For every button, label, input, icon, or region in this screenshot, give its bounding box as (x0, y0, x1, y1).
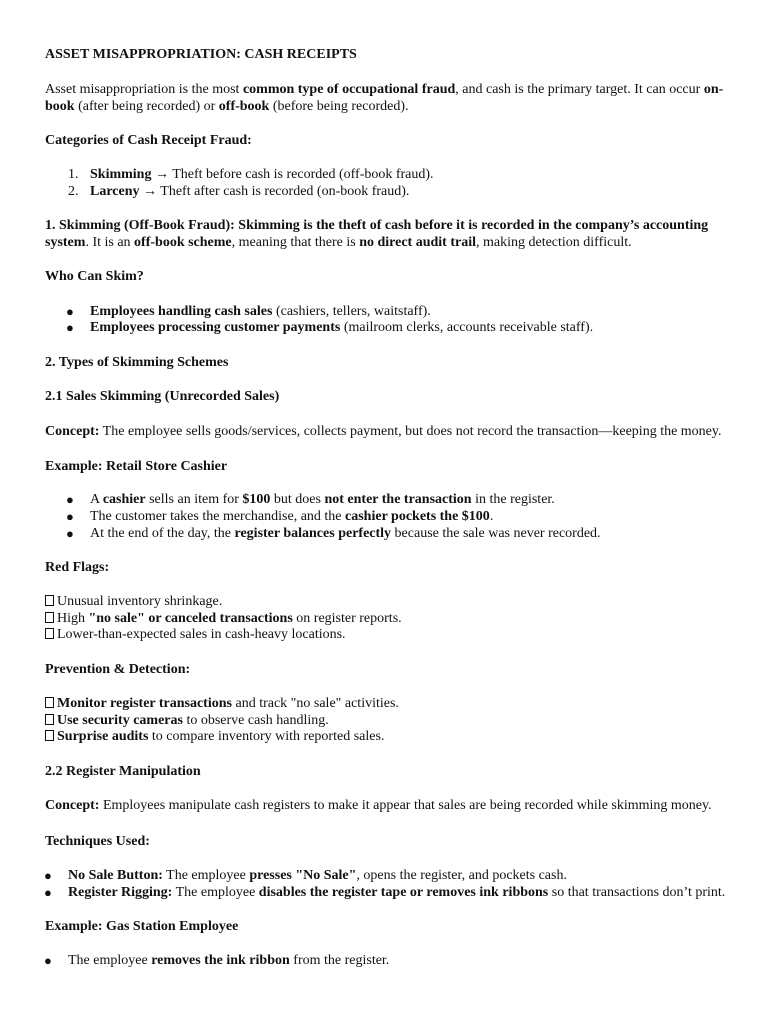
bullet: ● (66, 320, 74, 335)
list-item: High "no sale" or canceled transactions on register reports. (45, 610, 725, 627)
sales-concept: Concept: The employee sells goods/services, collects payment, but does not record the transaction—keeping the money. (45, 424, 722, 439)
bullet: ● (44, 885, 52, 900)
document-title: ASSET MISAPPROPRIATION: CASH RECEIPTS (45, 47, 357, 62)
sales-skimming-heading: 2.1 Sales Skimming (Unrecorded Sales) (45, 389, 280, 404)
list-item: A cashier sells an item for $100 but does not enter the transaction in the register. (90, 492, 555, 507)
sales-example-heading: Example: Retail Store Cashier (45, 459, 228, 474)
list-item: Surprise audits to compare inventory with reported sales. (45, 728, 725, 745)
bullet: ● (66, 304, 74, 319)
list-item: At the end of the day, the register balances perfectly because the sale was never recorded. (90, 526, 601, 541)
techniques-heading: Techniques Used: (45, 834, 150, 849)
list-item: Employees processing customer payments (mailroom clerks, accounts receivable staff). (90, 320, 594, 335)
list-item: Unusual inventory shrinkage. (45, 593, 725, 610)
red-flags-heading: Red Flags: (45, 560, 110, 575)
list-item: Lower-than-expected sales in cash-heavy locations. (45, 626, 725, 643)
list-item: The employee removes the ink ribbon from the register. (68, 953, 390, 968)
list-item: The customer takes the merchandise, and the cashier pockets the $100. (90, 509, 494, 524)
intro-paragraph: Asset misappropriation is the most common type of occupational fraud, and cash is the primary target. It can occur on-book (after being recorded) or off-book (before being recorded). (45, 82, 724, 114)
bullet: ● (66, 509, 74, 524)
list-item: Register Rigging: The employee disables the register tape or removes ink ribbons so that transactions don’t print. (68, 885, 726, 900)
checkbox-glyph-icon (45, 697, 54, 708)
checkbox-glyph-icon (45, 595, 54, 606)
list-item: Employees handling cash sales (cashiers, tellers, waitstaff). (90, 304, 431, 319)
bullet: ● (44, 868, 52, 883)
list-item: Use security cameras to observe cash handling. (45, 712, 725, 729)
categories-heading: Categories of Cash Receipt Fraud: (45, 133, 252, 148)
bullet: ● (44, 953, 52, 968)
list-number: 1. (68, 167, 79, 182)
register-example-heading: Example: Gas Station Employee (45, 919, 239, 934)
checkbox-glyph-icon (45, 612, 54, 623)
who-heading: Who Can Skim? (45, 269, 144, 284)
prevention-heading: Prevention & Detection: (45, 662, 191, 677)
bullet: ● (66, 492, 74, 507)
types-heading: 2. Types of Skimming Schemes (45, 355, 229, 370)
list-item: Monitor register transactions and track "no sale" activities. (45, 695, 725, 712)
checkbox-glyph-icon (45, 730, 54, 741)
checkbox-glyph-icon (45, 628, 54, 639)
checkbox-glyph-icon (45, 714, 54, 725)
register-concept: Concept: Employees manipulate cash registers to make it appear that sales are being recorded while skimming money. (45, 798, 712, 813)
register-heading: 2.2 Register Manipulation (45, 764, 201, 779)
list-item: No Sale Button: The employee presses "No Sale", opens the register, and pockets cash. (68, 868, 567, 883)
list-item-larceny: Larceny → Theft after cash is recorded (on-book fraud). (90, 184, 410, 199)
list-number: 2. (68, 184, 79, 199)
skimming-paragraph: 1. Skimming (Off-Book Fraud): Skimming is the theft of cash before it is recorded in the company’s accounting system. It is an off-book scheme, meaning that there is no direct audit trail, making detection difficult. (45, 218, 709, 250)
list-item-skimming: Skimming → Theft before cash is recorded (off-book fraud). (90, 167, 434, 182)
bullet: ● (66, 526, 74, 541)
